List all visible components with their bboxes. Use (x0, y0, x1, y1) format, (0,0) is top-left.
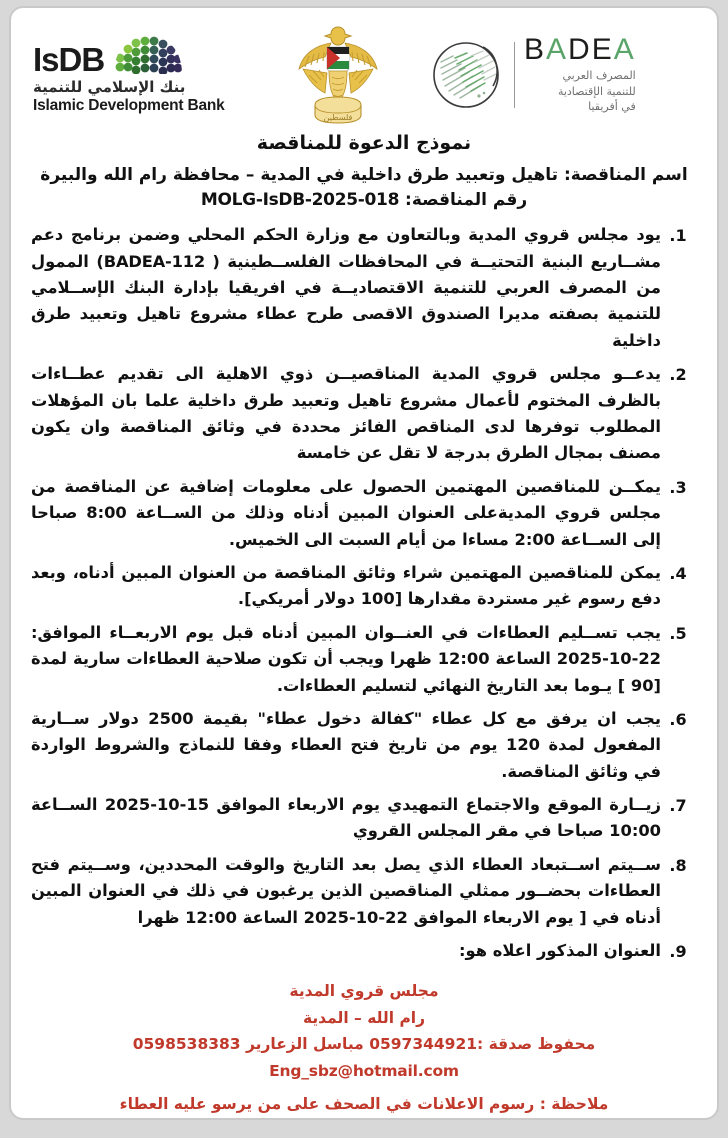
badea-arabic-line-2: للتنمية الإقتصادية (557, 84, 636, 98)
badea-logo (427, 32, 695, 116)
clause-text: يمكن للمناقصين المهتمين شراء وثائق المناقصة من العنوان المبين أدناه، وبعد دفع رسوم غير مستردة مقدارها [100 دولار أمريكي]. (31, 562, 661, 609)
clause-number: .5 (669, 623, 687, 643)
tender-name-line: اسم المناقصة: تاهيل وتعبيد طرق داخلية في المدية – محافظة رام الله والبيرة (40, 165, 688, 185)
address-email[interactable]: Eng_sbz@hotmail.com (269, 1061, 459, 1080)
clause-item (31, 706, 695, 785)
clause-text: يمكــن للمناقصين المهتمين الحصول على معلومات إضافية عن المناقصة من مجلس قروي المديةعلى العنوان المبين أدناه وذلك من الســاعة 8:00 صباحا إلى الســاعة 2:00 مساءا من أيام السبت الى الخميس. (31, 476, 661, 549)
contact-address-block (11, 972, 717, 1117)
clause-text: يدعــو مجلس قروي المدية المناقصيــن ذوي الاهلية الى تقديم عطــاءات بالظرف المختوم لأعمال مشروع تاهيل وتعبيد طرق داخلية علما بان المؤهلات المطلوب توفرها لدى المناقص الفائز محددة في وثائق المناقصة وان يكون مصنف بمجال الطرق بدرجة لا تقل عن خامسة (31, 364, 661, 463)
isdb-wordmark: IsDB (33, 41, 105, 79)
badea-text-block (524, 32, 636, 116)
isdb-english-name: Islamic Development Bank (33, 96, 225, 114)
clause-item (31, 620, 695, 699)
clause-text: يجب ان يرفق مع كل عطاء "كفالة دخول عطاء" بقيمة 2500 دولار ســارية المفعول لمدة 120 يوم من تاريخ فتح العطاء وفقا للنماذج والشروط الواردة في وثائق المناقصة. (31, 708, 661, 781)
clause-text: العنوان المذكور اعلاه هو: (459, 941, 661, 961)
badea-divider (514, 42, 515, 108)
clause-number: .3 (669, 477, 687, 497)
clause-number: .7 (669, 796, 687, 816)
badea-globe-icon (427, 36, 505, 114)
clause-item (31, 852, 695, 931)
clause-item (31, 474, 695, 553)
clause-text: يود مجلس قروي المدية وبالتعاون مع وزارة الحكم المحلي وضمن برنامج دعم مشــاريع البنية التحتيــة في المحافظات الفلســطينية ( BADEA-112) الممول من المصرف العربي للتنمية الاقتصاديــة في افريقيا بإدارة البنك الإســلامي للتنمية بصفته مديرا الصندوق الاقصى طرح عطاء مشروع تاهيل وتعبيد طرق داخلية (31, 225, 661, 350)
clause-number: .1 (669, 226, 687, 246)
clause-item (31, 560, 695, 613)
clause-item (31, 792, 695, 845)
clause-text: ســيتم اســتبعاد العطاء الذي يصل بعد التاريخ والوقت المحددين، وســيتم فتح العطاءات بحضــور ممثلي المناقصين الذين يرغبون في ذلك في العنوان المبين أدناه في [ يوم الاربعاء الموافق 22-10-2025 الساعة 12:00 ظهرا (31, 854, 661, 927)
badea-wordmark (524, 32, 636, 66)
document-titles (11, 130, 717, 212)
isdb-logo (33, 36, 248, 115)
badea-letter-a2: A (613, 32, 636, 66)
badea-letter-b: B (524, 32, 547, 66)
clause-number: .8 (669, 855, 687, 875)
isdb-dome-icon (112, 36, 184, 76)
badea-letters-de: DE (568, 32, 614, 66)
clause-number: .6 (669, 709, 687, 729)
page-title: نموذج الدعوة للمناقصة (256, 132, 472, 154)
tender-number-value: MOLG-IsDB-2025-018 (200, 189, 400, 210)
badea-arabic-line-1: المصرف العربي (562, 68, 636, 82)
header-logo-row (11, 8, 717, 130)
palestinian-eagle-emblem-icon (295, 23, 381, 127)
badea-arabic-line-3: في أفريقيا (588, 100, 636, 114)
clause-item (31, 222, 695, 354)
clause-item (31, 361, 695, 467)
clause-text: يجب تســليم العطاءات في العنــوان المبين أدناه قبل يوم الاربعــاء الموافق: 22-10-2025 الساعة 12:00 ظهرا ويجب أن تكون صلاحية العطاءات سارية لمدة [90 ] يـوما بعد التاريخ النهائي لتسليم العطاءات. (31, 622, 661, 695)
clause-number: .2 (669, 365, 687, 385)
tender-number-line (31, 188, 697, 213)
clause-number: .9 (669, 942, 687, 962)
clause-item (31, 938, 695, 965)
tender-document-page (9, 6, 719, 1120)
clause-number: .4 (669, 563, 687, 583)
badea-letter-a1: A (546, 32, 569, 66)
isdb-logo-top (33, 36, 184, 79)
address-contact-phones: محفوظ صدقة :0597344921 مباسل الزعارير 0598538383 (132, 1035, 596, 1054)
address-location: رام الله – المدية (302, 1008, 426, 1027)
svg-text:فلسطين: فلسطين (323, 113, 352, 122)
clause-list (11, 212, 717, 965)
advertising-fee-note: ملاحظة : رسوم الاعلانات في الصحف على من يرسو عليه العطاء (119, 1094, 609, 1113)
tender-number-label: رقم المناقصة: (405, 189, 528, 210)
isdb-arabic-name: بنك الإسلامي للتنمية (33, 77, 186, 96)
badea-arabic-subtitle (524, 68, 636, 116)
clause-text: زيــارة الموقع والاجتماع التمهيدي يوم الاربعاء الموافق 15-10-2025 الســاعة 10:00 صباحا في مقر المجلس القروي (31, 795, 661, 841)
address-council-name: مجلس قروي المدية (289, 981, 439, 1000)
